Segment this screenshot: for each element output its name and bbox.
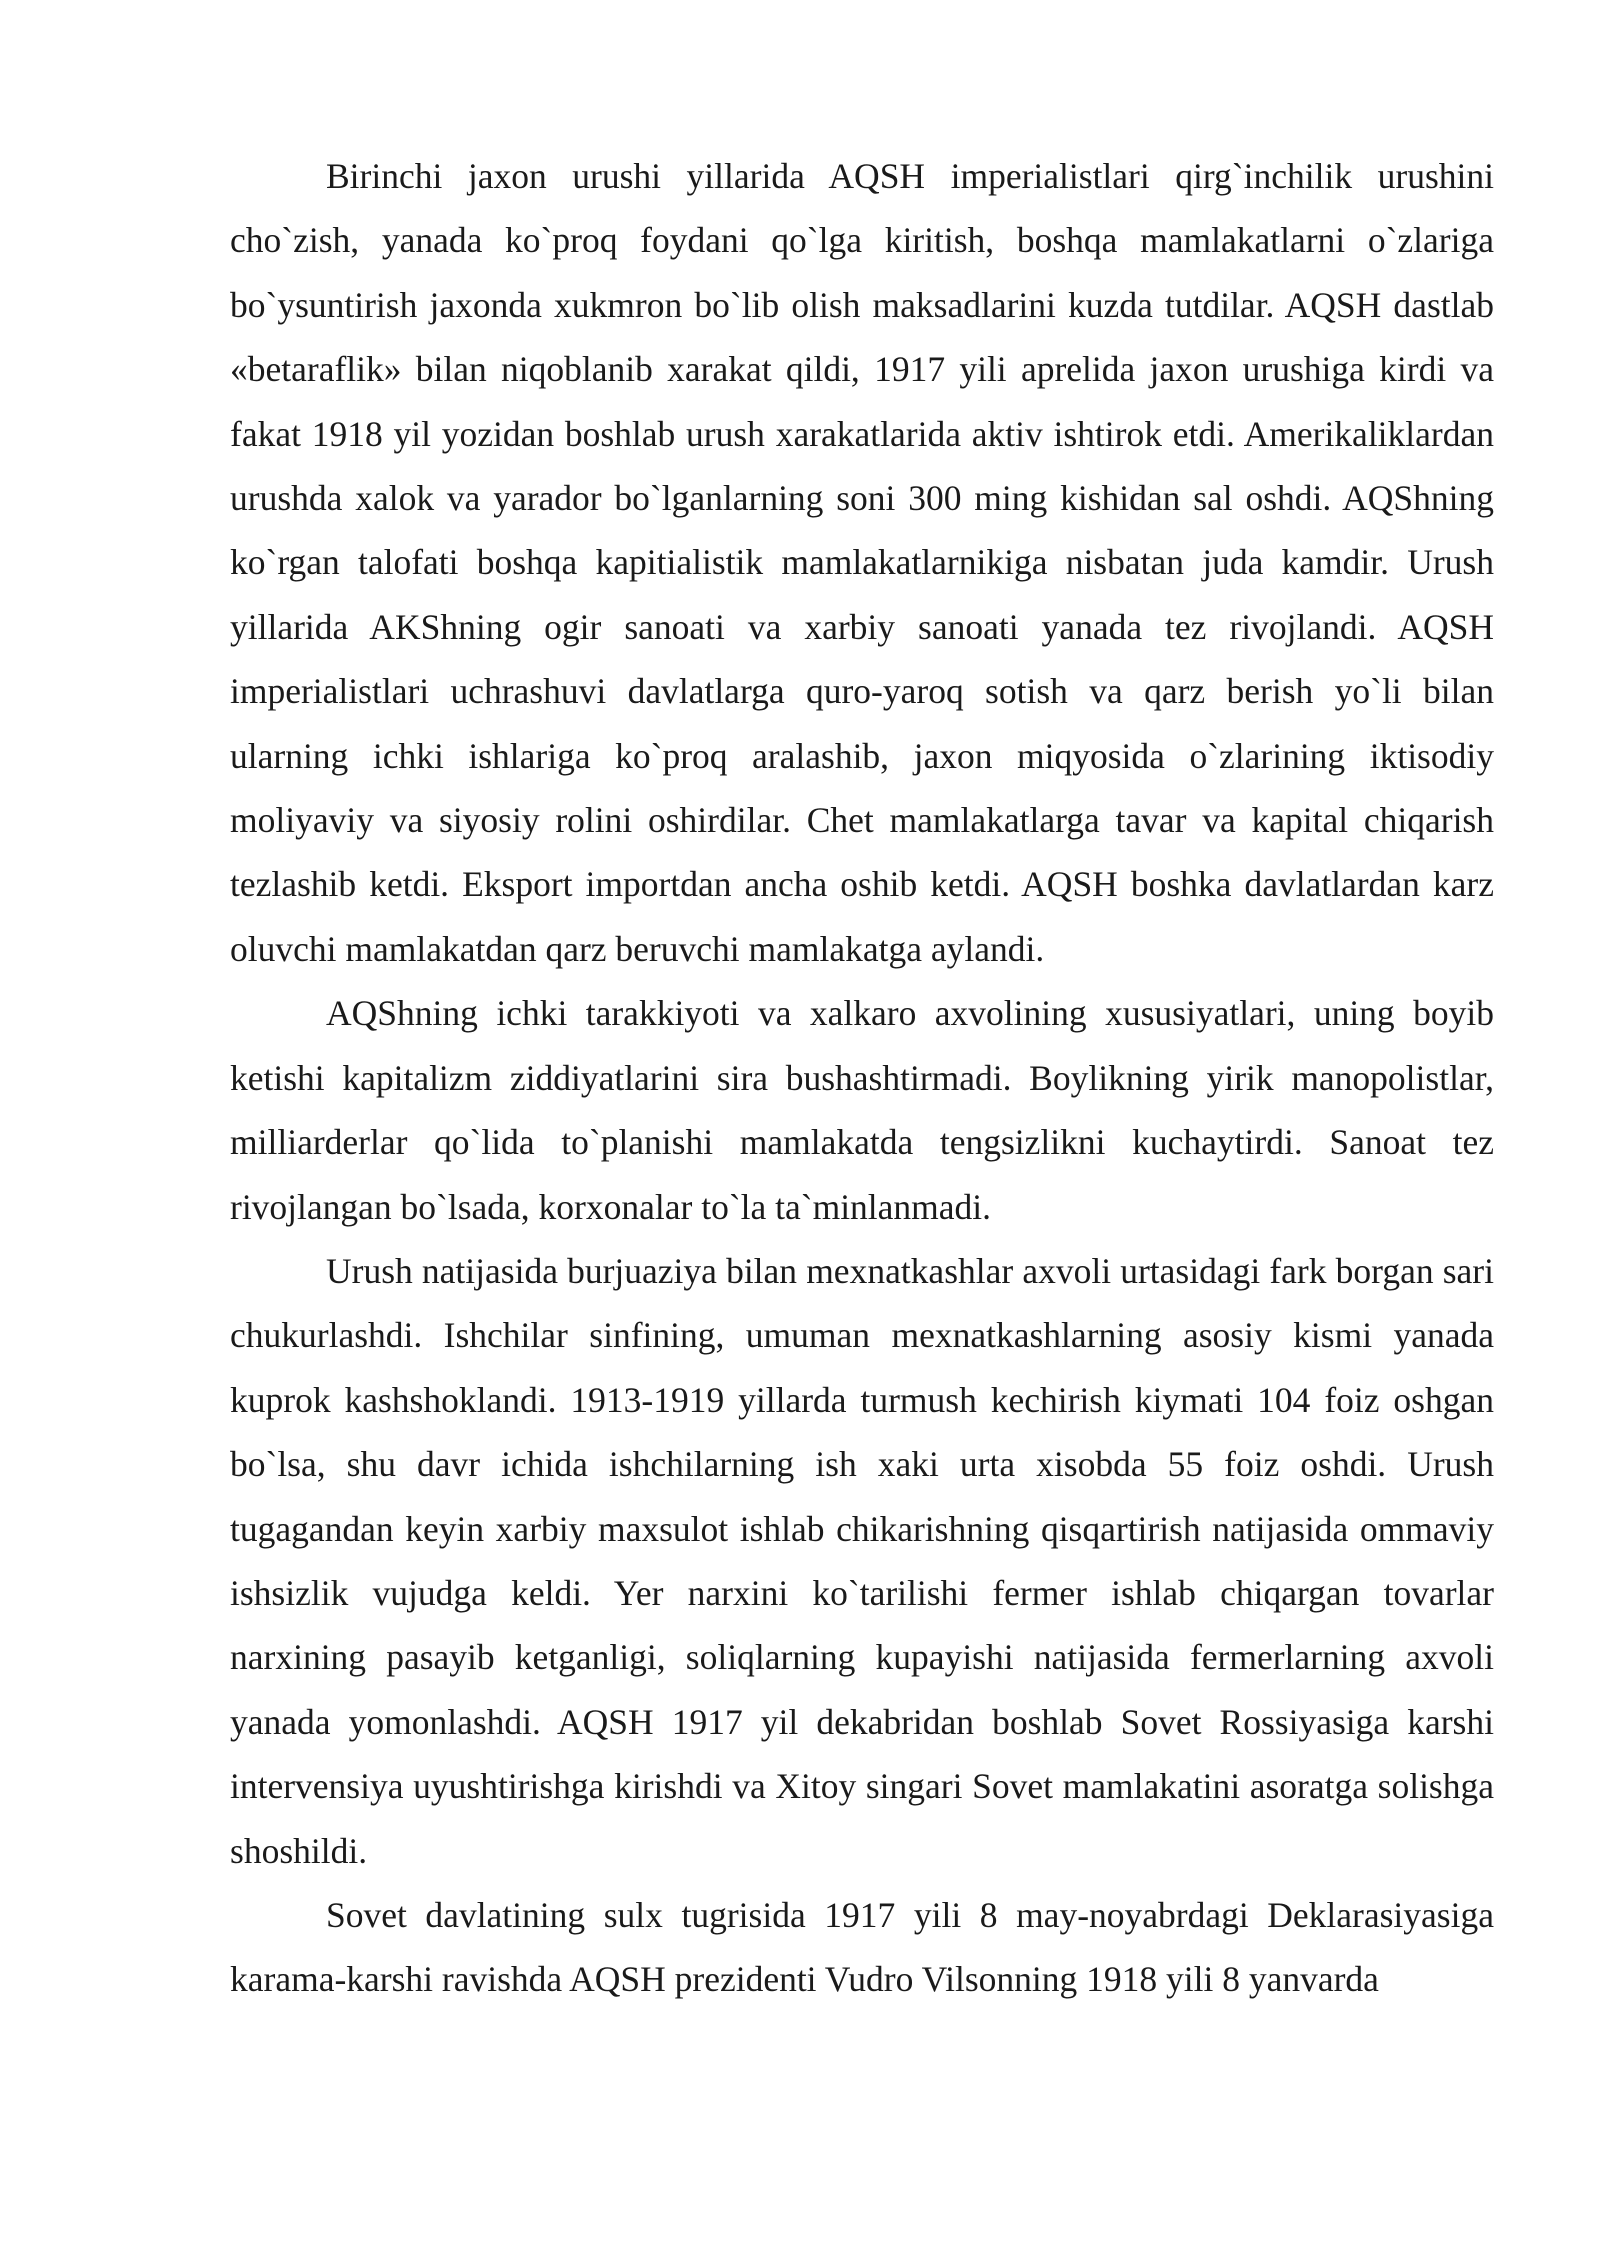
paragraph-4: Sovet davlatining sulx tugrisida 1917 yili 8 may-noyabrdagi Deklarasiyasiga karama-karshi ravishda AQSH prezidenti Vudro Vilsonning 1918 yili 8 yanvarda (230, 1894, 1494, 2000)
paragraph-3: Urush natijasida burjuaziya bilan mexnatkashlar axvoli urtasidagi fark borgan sari chukurlashdi. Ishchilar sinfining, umuman mexnatkashlarning asosiy kismi yanada kuprok kashshoklandi. 1913-1919 yillarda turmush kechirish kiymati 104 foiz oshgan bo`lsa, shu davr ichida ishchilarning ish xaki urta xisobda 55 foiz oshdi. Urush tugagandan keyin xarbiy maxsulot ishlab chikarishning qisqartirish natijasida ommaviy ishsizlik vujudga keldi. Yer narxini ko`tarilishi fermer ishlab chiqargan tovarlar narxining pasayib ketganligi, soliqlarning kupayishi natijasida fermerlarning axvoli yanada yomonlashdi. AQSH 1917 yil dekabridan boshlab Sovet Rossiyasiga karshi intervensiya uyushtirishga kirishdi va Xitoy singari Sovet mamlakatini asoratga solishga shoshildi. (230, 1250, 1494, 1871)
document-body (230, 144, 1494, 2012)
paragraph-2: AQShning ichki tarakkiyoti va xalkaro axvolining xususiyatlari, uning boyib ketishi kapitalizm ziddiyatlarini sira bushashtirmadi. Boylikning yirik manopolistlar, milliarderlar qo`lida to`planishi mamlakatda tengsizlikni kuchaytirdi. Sanoat tez rivojlangan bo`lsada, korxonalar to`la ta`minlanmadi. (230, 993, 1494, 1227)
paragraph-1: Birinchi jaxon urushi yillarida AQSH imperialistlari qirg`inchilik urushini cho`zish, yanada ko`proq foydani qo`lga kiritish, boshqa mamlakatlarni o`zlariga bo`ysuntirish jaxonda xukmron bo`lib olish maksadlarini kuzda tutdilar. AQSH dastlab «betaraflik» bilan niqoblanib xarakat qildi, 1917 yili aprelida jaxon urushiga kirdi va fakat 1918 yil yozidan boshlab urush xarakatlarida aktiv ishtirok etdi. Amerikaliklardan urushda xalok va yarador bo`lganlarning soni 300 ming kishidan sal oshdi. AQShning ko`rgan talofati boshqa kapitialistik mamlakatlarnikiga nisbatan juda kamdir. Urush yillarida AKShning ogir sanoati va xarbiy sanoati yanada tez rivojlandi. AQSH imperialistlari uchrashuvi davlatlarga quro-yaroq sotish va qarz berish yo`li bilan ularning ichki ishlariga ko`proq aralashib, jaxon miqyosida o`zlarining iktisodiy moliyaviy va siyosiy rolini oshirdilar. Chet mamlakatlarga tavar va kapital chiqarish tezlashib ketdi. Eksport importdan ancha oshib ketdi. AQSH boshka davlatlardan karz oluvchi mamlakatdan qarz beruvchi mamlakatga aylandi. (230, 156, 1494, 969)
